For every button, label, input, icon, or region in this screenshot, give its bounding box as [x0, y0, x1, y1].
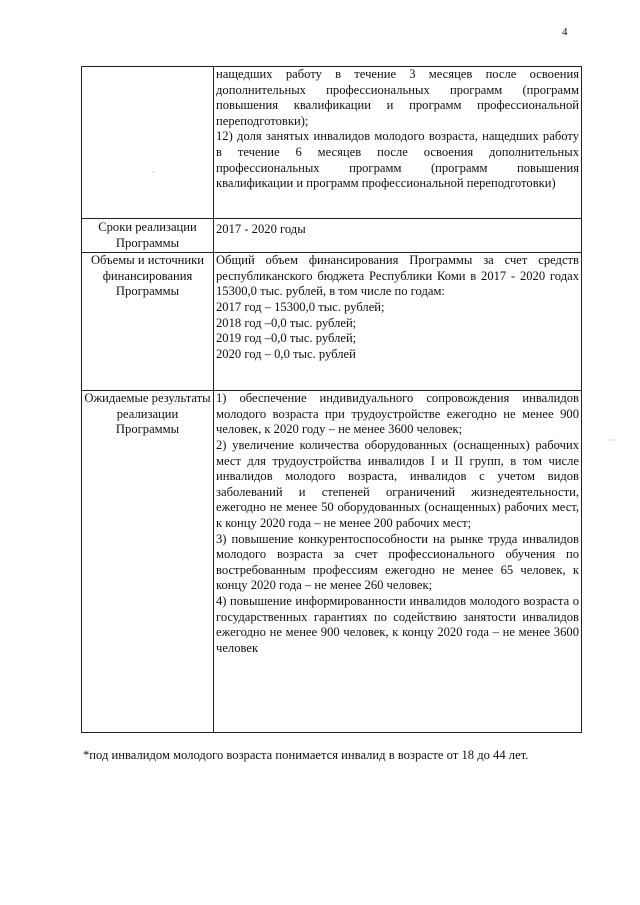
scan-margin-mark: · · — [608, 436, 616, 445]
scan-dot-mark: · — [152, 168, 155, 177]
indicator-item-12: 12) доля занятых инвалидов молодого возраста, нащедших работу в течение 6 месяцев после освоения дополнительных профессиональных программ (программ повышения квалификации и программ профессиональной переподготовки) — [216, 129, 579, 191]
funding-label: Объемы и источники финансирования Программы — [82, 253, 214, 391]
indicators-content-cell — [214, 67, 582, 219]
table-row-indicators-continuation — [82, 67, 582, 219]
result-item-4: 4) повышение информированности инвалидов молодого возраста о государственных гарантиях по содействию занятости инвалидов ежегодно не менее 900 человек, к концу 2020 года – не менее 3600 человек — [216, 593, 579, 655]
funding-year-2017: 2017 год – 15300,0 тыс. рублей; — [216, 299, 385, 314]
program-passport-table — [81, 66, 582, 733]
page-number: 4 — [562, 26, 568, 38]
indicators-label-cell — [82, 67, 214, 219]
table-row-funding — [82, 253, 582, 391]
funding-content-cell — [214, 253, 582, 391]
terms-value: 2017 - 2020 годы — [214, 219, 582, 253]
indicator-item-11-continuation: нащедших работу в течение 3 месяцев после освоения дополнительных профессиональных программ (программ повышения квалификации и программ профессиональной переподготовки); — [216, 67, 579, 128]
table-row-results — [82, 391, 582, 733]
funding-year-2020: 2020 год – 0,0 тыс. рублей — [216, 346, 356, 361]
funding-year-2018: 2018 год –0,0 тыс. рублей; — [216, 315, 357, 330]
footnote: *под инвалидом молодого возраста понимается инвалид в возрасте от 18 до 44 лет. — [83, 748, 529, 762]
results-content-cell — [214, 391, 582, 733]
result-item-3: 3) повышение конкурентоспособности на рынке труда инвалидов молодого возраста за счет профессионального обучения по востребованным профессиям ежегодно не менее 65 человек, к концу 2020 года – не менее 260 человек; — [216, 531, 579, 593]
funding-intro: Общий объем финансирования Программы за счет средств республиканского бюджета Республики Коми в 2017 - 2020 годах 15300,0 тыс. рублей, в том числе по годам: — [216, 253, 579, 299]
result-item-2: 2) увеличение количества оборудованных (оснащенных) рабочих мест для трудоустройства инвалидов I и II групп, в том числе инвалидов молодого возраста, инвалидов с учетом видов заболеваний и степеней ограничений жизнедеятельности, ежегодно не менее 50 оборудованных (оснащенных) рабочих мест, к концу 2020 года – не менее 200 рабочих мест; — [216, 437, 579, 530]
table-row-terms — [82, 219, 582, 253]
funding-year-2019: 2019 год –0,0 тыс. рублей; — [216, 331, 357, 346]
result-item-1: 1) обеспечение индивидуального сопровождения инвалидов молодого возраста при трудоустройстве ежегодно не менее 900 человек, к 2020 году – не менее 3600 человек; — [216, 391, 579, 437]
results-label: Ожидаемые результаты реализации Программы — [82, 391, 214, 733]
terms-label: Сроки реализации Программы — [82, 219, 214, 253]
